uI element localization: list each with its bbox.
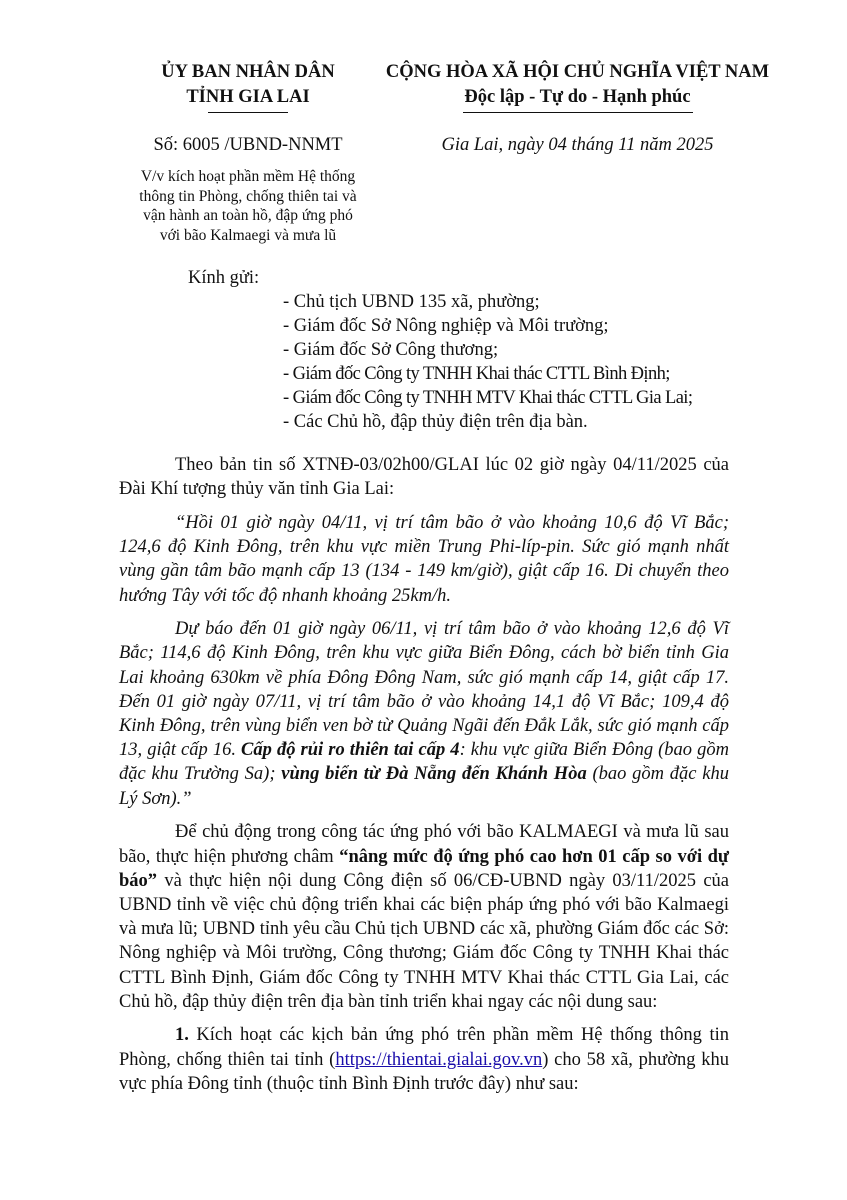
authority-line-1: ỦY BAN NHÂN DÂN: [161, 62, 335, 82]
motto-underline: [463, 112, 693, 113]
forecast-text: (bao gồm đặc khu Lý Sơn).”: [119, 764, 729, 809]
authority-line-2: TỈNH GIA LAI: [186, 87, 310, 107]
recipient-list: [283, 290, 692, 434]
authority-underline: [208, 112, 288, 113]
country-name: CỘNG HÒA XÃ HỘI CHỦ NGHĨA VIỆT NAM: [385, 62, 770, 82]
forecast-text: Dự báo đến 01 giờ ngày 06/11, vị trí tâm bão ở vào khoảng 12,6 độ Vĩ Bắc; 114,6 độ Kinh Đông, trên khu vực giữa Biển Đông, cách bờ biển tỉnh Gia Lai khoảng 630km về phía Đông Đông Nam, sức gió mạnh cấp 14, giật cấp 17. Đến 01 giờ ngày 07/11, vị trí tâm bão ở vào khoảng 14,1 độ Vĩ Bắc; 109,4 độ Kinh Đông, trên vùng biển ven bờ từ Quảng Ngãi đến Đắk Lắk, sức gió mạnh cấp 13, giật cấp 16.: [119, 619, 729, 761]
item-text: Kích hoạt các kịch bản ứng phó trên phần mềm Hệ thống thông tin Phòng, chống thiên tai tỉnh (: [119, 1025, 729, 1070]
affected-sea-area: vùng biển từ Đà Nẵng đến Khánh Hòa: [281, 764, 587, 785]
paragraph-bulletin-source: Theo bản tin số XTNĐ-03/02h00/GLAI lúc 02 giờ ngày 04/11/2025 của Đài Khí tượng thủy văn tỉnh Gia Lai:: [119, 455, 729, 500]
national-motto: [380, 60, 775, 113]
subject-line: vận hành an toàn hồ, đập ứng phó: [143, 207, 353, 224]
recipient-item: - Các Chủ hồ, đập thủy điện trên địa bàn.: [283, 412, 588, 432]
issuing-authority: [118, 60, 378, 113]
document-date: Gia Lai, ngày 04 tháng 11 năm 2025: [441, 135, 714, 155]
document-body: [119, 453, 729, 1106]
greeting: Kính gửi:: [188, 268, 260, 288]
document-subject: [118, 167, 378, 245]
recipient-item: - Giám đốc Công ty TNHH Khai thác CTTL Bình Định;: [283, 364, 670, 384]
recipient-item: - Giám đốc Công ty TNHH MTV Khai thác CTTL Gia Lai;: [283, 388, 693, 408]
subject-line: thông tin Phòng, chống thiên tai và: [139, 187, 357, 205]
subject-line: V/v kích hoạt phần mềm Hệ thống: [140, 168, 356, 185]
response-motto: “nâng mức độ ứng phó cao hơn 01 cấp so với dự báo”: [119, 846, 729, 891]
directive-text: và thực hiện nội dung Công điện số 06/CĐ-UBND ngày 03/11/2025 của UBND tỉnh về việc chủ động triển khai các biện pháp ứng phó với bão Kalmaegi và mưa lũ; UBND tỉnh yêu cầu Chủ tịch UBND các xã, phường Giám đốc các Sở: Nông nghiệp và Môi trường, Công thương; Giám đốc Công ty TNHH Khai thác CTTL Bình Định, Giám đốc Công ty TNHH MTV Khai thác CTTL Gia Lai, các Chủ hồ, đập thủy điện trên địa bàn tỉnh triển khai ngay các nội dung sau:: [119, 870, 729, 1012]
forecast-text: : khu vực giữa Biển Đông (bao gồm đặc khu Trường Sa);: [119, 740, 729, 785]
document-number: Số: 6005 /UBND-NNMT: [153, 135, 343, 155]
subject-line: với bão Kalmaegi và mưa lũ: [159, 226, 337, 244]
item-text: ) cho 58 xã, phường khu vực phía Đông tỉnh (thuộc tỉnh Bình Định trước đây) như sau:: [119, 1049, 729, 1094]
motto: Độc lập - Tự do - Hạnh phúc: [464, 87, 691, 107]
paragraph-storm-forecast: [119, 617, 729, 811]
recipient-item: - Giám đốc Sở Nông nghiệp và Môi trường;: [283, 316, 609, 336]
recipient-item: - Giám đốc Sở Công thương;: [283, 340, 499, 360]
recipient-item: - Chủ tịch UBND 135 xã, phường;: [283, 292, 540, 312]
disaster-system-link[interactable]: https://thientai.gialai.gov.vn: [335, 1049, 543, 1070]
risk-level-text: Cấp độ rủi ro thiên tai cấp 4: [241, 740, 460, 761]
item-number: 1.: [175, 1025, 189, 1046]
paragraph-storm-current: “Hồi 01 giờ ngày 04/11, vị trí tâm bão ở vào khoảng 10,6 độ Vĩ Bắc; 124,6 độ Kinh Đông, trên khu vực miền Trung Phi-líp-pin. Sức gió mạnh nhất vùng gần tâm bão mạnh cấp 13 (134 - 149 km/giờ), giật cấp 16. Di chuyển theo hướng Tây với tốc độ nhanh khoảng 25km/h.: [119, 512, 729, 606]
paragraph-directive: [119, 820, 729, 1014]
directive-text: Để chủ động trong công tác ứng phó với bão KALMAEGI và mưa lũ sau bão, thực hiện phương châm: [119, 822, 729, 867]
paragraph-item-1: [119, 1023, 729, 1096]
